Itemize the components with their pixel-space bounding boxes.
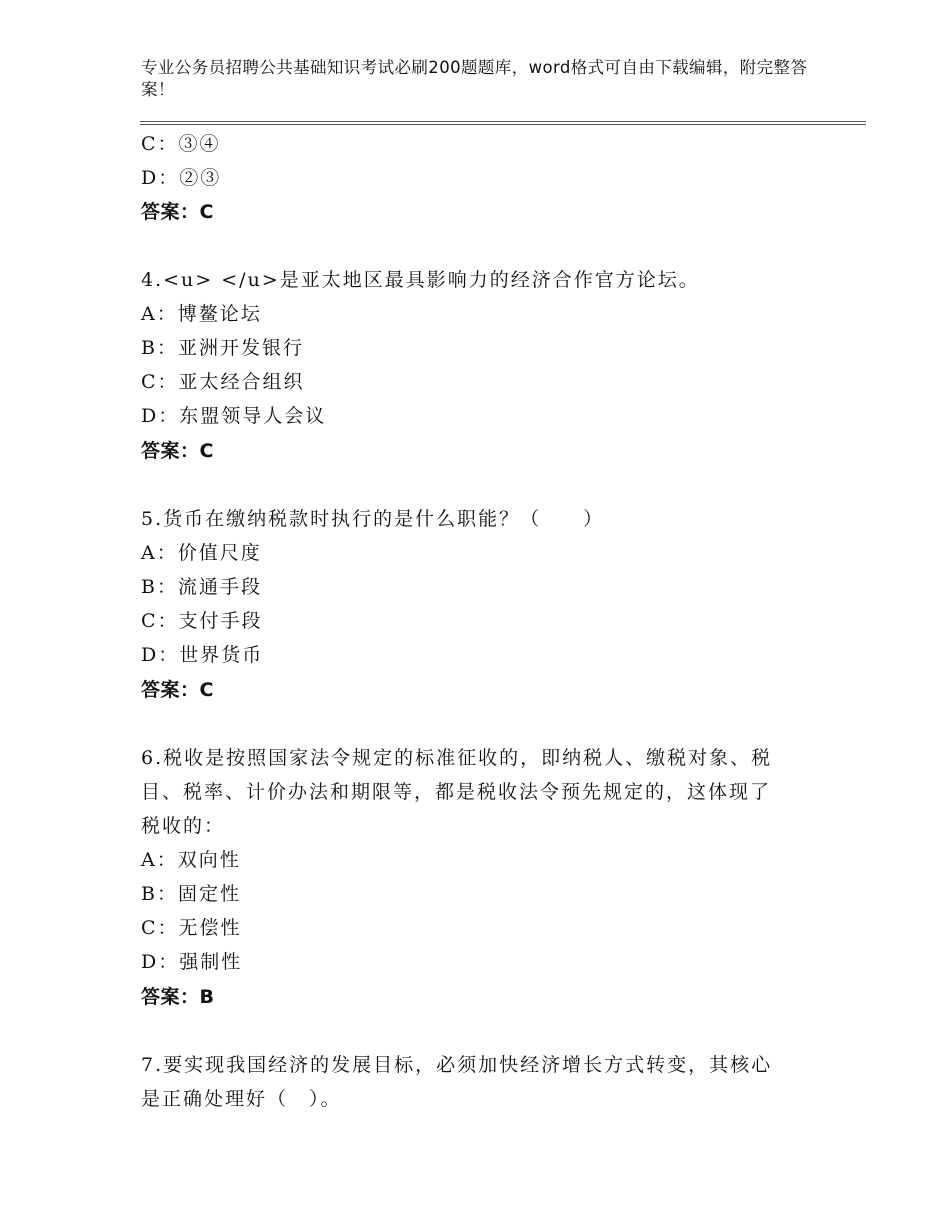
q4-option-d: D：东盟领导人会议 <box>141 405 327 427</box>
q6-option-c: C：无偿性 <box>141 917 242 939</box>
prev-option-c: C：③④ <box>141 133 221 155</box>
page-header: 专业公务员招聘公共基础知识考试必刷200题题库，word格式可自由下载编辑，附完整答案！ <box>141 58 808 99</box>
q7-stem-line-1: 7.要实现我国经济的发展目标，必须加快经济增长方式转变，其核心 <box>141 1054 773 1076</box>
q5-option-a: A：价值尺度 <box>141 542 262 564</box>
q6-stem-line-2: 目、税率、计价办法和期限等，都是税收法令预先规定的，这体现了 <box>141 781 772 803</box>
q4-answer: 答案：C <box>141 440 214 462</box>
q6-stem-line-1: 6.税收是按照国家法令规定的标准征收的，即纳税人、缴税对象、税 <box>141 747 773 769</box>
q6-option-b: B：固定性 <box>141 883 241 905</box>
q5-option-d: D：世界货币 <box>141 644 264 666</box>
q7-stem-line-2: 是正确处理好（ ）。 <box>141 1088 342 1110</box>
header-rule-thick <box>140 124 866 125</box>
q4-stem: 4.<u> </u>是亚太地区最具影响力的经济合作官方论坛。 <box>141 269 700 291</box>
q5-option-c: C：支付手段 <box>141 610 263 632</box>
q5-stem: 5.货币在缴纳税款时执行的是什么职能？（ ） <box>141 508 605 530</box>
prev-option-d: D：②③ <box>141 167 222 189</box>
header-rule-thin <box>140 121 866 122</box>
q6-answer: 答案：B <box>141 986 215 1008</box>
prev-answer: 答案：C <box>141 201 214 223</box>
q6-stem-line-3: 税收的： <box>141 815 226 837</box>
q5-answer: 答案：C <box>141 679 214 701</box>
q4-option-a: A：博鳌论坛 <box>141 303 262 325</box>
q4-option-b: B：亚洲开发银行 <box>141 337 304 359</box>
q6-option-a: A：双向性 <box>141 849 241 871</box>
q4-option-c: C：亚太经合组织 <box>141 371 305 393</box>
q6-option-d: D：强制性 <box>141 951 243 973</box>
q5-option-b: B：流通手段 <box>141 576 262 598</box>
